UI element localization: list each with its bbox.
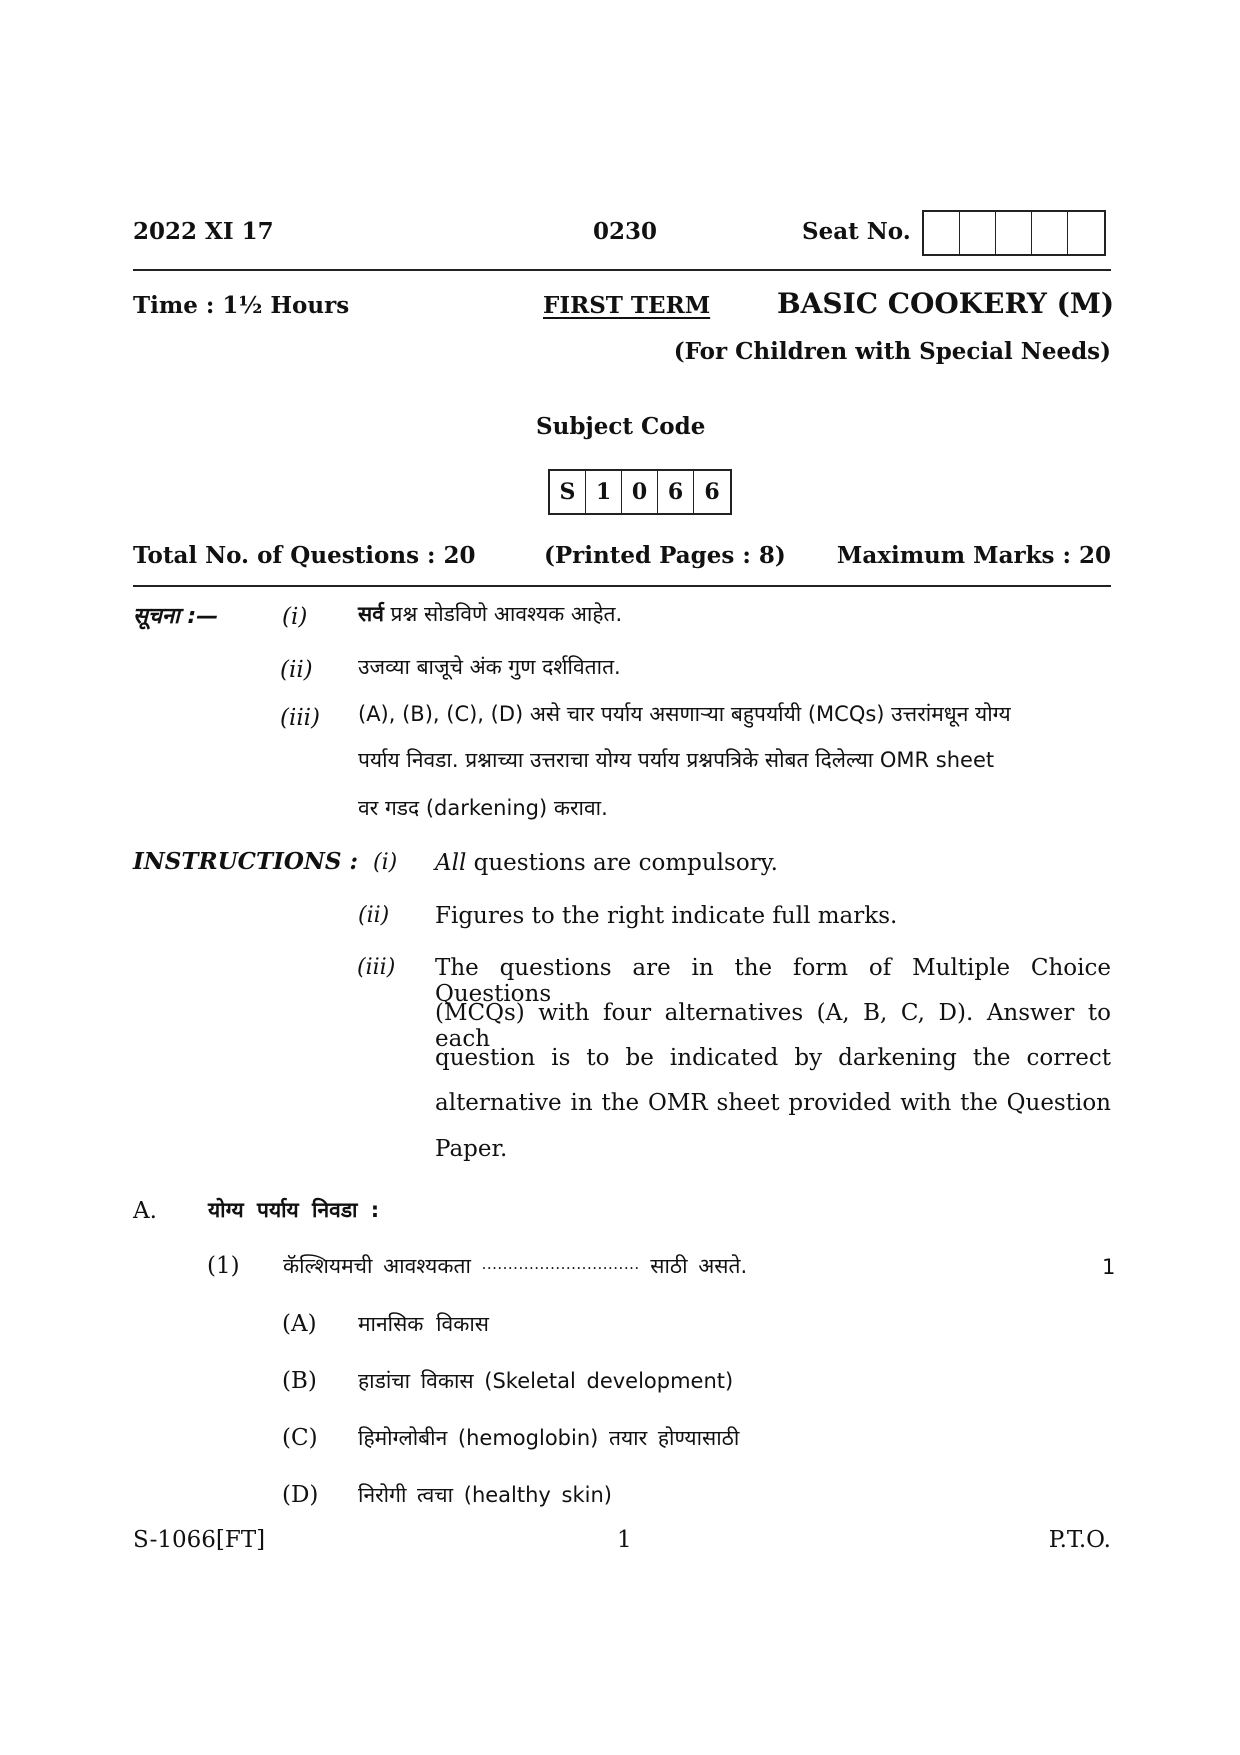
seat-box[interactable] bbox=[996, 212, 1032, 254]
option-d-text: निरोगी त्वचा (healthy skin) bbox=[358, 1483, 612, 1507]
pto-label: P.T.O. bbox=[1048, 1527, 1111, 1553]
header-divider bbox=[133, 269, 1111, 271]
english-item-3-line: (MCQs) with four alternatives (A, B, C, D). Answer to each bbox=[435, 1000, 1111, 1052]
english-item-num: (iii) bbox=[357, 955, 396, 980]
english-item-num: (ii) bbox=[358, 903, 390, 928]
maximum-marks: Maximum Marks : 20 bbox=[836, 542, 1111, 569]
marathi-item-3-line: वर गडद (darkening) करावा. bbox=[358, 796, 608, 820]
subject-code-char: 1 bbox=[586, 471, 622, 513]
question-blank: .............................. bbox=[481, 1255, 640, 1273]
audience-note: (For Children with Special Needs) bbox=[673, 338, 1111, 365]
totals-divider bbox=[133, 585, 1111, 587]
paper-code: 0230 bbox=[593, 218, 658, 245]
page-number: 1 bbox=[617, 1527, 632, 1553]
subject-code-char: S bbox=[550, 471, 586, 513]
option-label: (C) bbox=[282, 1425, 318, 1451]
english-item-1-text: questions are compulsory. bbox=[466, 850, 778, 876]
term-label: FIRST TERM bbox=[543, 292, 711, 319]
english-item-3-line: Paper. bbox=[435, 1136, 508, 1162]
seat-box[interactable] bbox=[1032, 212, 1068, 254]
printed-pages: (Printed Pages : 8) bbox=[544, 542, 786, 569]
english-item-3-line: The questions are in the form of Multiple Choice Questions bbox=[435, 955, 1111, 1007]
subject-code-char: 6 bbox=[704, 479, 720, 505]
seat-box[interactable] bbox=[960, 212, 996, 254]
time-allowed: Time : 1½ Hours bbox=[133, 292, 350, 319]
question-text-before: कॅल्शियमची आवश्यकता bbox=[283, 1254, 482, 1278]
marathi-item-2: उजव्या बाजूचे अंक गुण दर्शवितात. bbox=[358, 655, 621, 679]
question-text-after: साठी असते. bbox=[639, 1254, 748, 1278]
seat-label: Seat No. bbox=[802, 218, 911, 245]
option-label: (A) bbox=[282, 1311, 317, 1337]
marathi-instructions-label: सूचना :— bbox=[133, 604, 219, 629]
marathi-item-1-text: प्रश्न सोडविणे आवश्यक आहेत. bbox=[383, 602, 623, 626]
english-instructions-label: INSTRUCTIONS : bbox=[133, 848, 359, 875]
seat-number-boxes[interactable] bbox=[922, 210, 1106, 256]
date-code: 2022 XI 17 bbox=[133, 218, 274, 245]
subject-code-label: Subject Code bbox=[536, 413, 706, 440]
subject-title: BASIC COOKERY (M) bbox=[777, 287, 1115, 320]
english-item-1-emph: All bbox=[435, 850, 467, 876]
option-b-text: हाडांचा विकास (Skeletal development) bbox=[358, 1369, 734, 1393]
question-text bbox=[283, 1252, 747, 1280]
marathi-item-num: (ii) bbox=[280, 657, 313, 683]
option-a-text: मानसिक विकास bbox=[358, 1312, 489, 1336]
subject-code-char: 0 bbox=[622, 471, 658, 513]
option-label: (B) bbox=[282, 1368, 317, 1394]
subject-code-char: 6 bbox=[658, 471, 694, 513]
marathi-item-1 bbox=[358, 600, 622, 628]
english-item-num: (i) bbox=[373, 850, 398, 875]
marathi-item-num: (iii) bbox=[280, 705, 321, 731]
option-c-text: हिमोग्लोबीन (hemoglobin) तयार होण्यासाठी bbox=[358, 1426, 740, 1450]
section-title: योग्य पर्याय निवडा : bbox=[208, 1198, 380, 1222]
seat-box[interactable] bbox=[1068, 212, 1104, 254]
section-letter: A. bbox=[133, 1198, 157, 1224]
english-item-3-line: question is to be indicated by darkening the correct bbox=[435, 1045, 1111, 1071]
marathi-item-3-line: (A), (B), (C), (D) असे चार पर्याय असणाऱ्या बहुपर्यायी (MCQs) उत्तरांमधून योग्य bbox=[358, 702, 1011, 726]
subject-code-boxes bbox=[548, 469, 732, 515]
english-item-2: Figures to the right indicate full marks. bbox=[435, 903, 898, 929]
english-item-1 bbox=[435, 850, 778, 876]
question-marks: 1 bbox=[1102, 1255, 1116, 1279]
marathi-item-1-bold: सर्व bbox=[358, 602, 384, 626]
question-number: (1) bbox=[207, 1253, 240, 1279]
english-item-3-line: alternative in the OMR sheet provided with the Question bbox=[435, 1090, 1111, 1116]
footer-code: S-1066[FT] bbox=[133, 1527, 266, 1553]
marathi-item-num: (i) bbox=[282, 604, 308, 630]
option-label: (D) bbox=[282, 1482, 319, 1508]
total-questions: Total No. of Questions : 20 bbox=[133, 542, 476, 569]
seat-box[interactable] bbox=[924, 212, 960, 254]
marathi-item-3-line: पर्याय निवडा. प्रश्नाच्या उत्तराचा योग्य पर्याय प्रश्नपत्रिके सोबत दिलेल्या OMR sheet bbox=[358, 748, 995, 772]
